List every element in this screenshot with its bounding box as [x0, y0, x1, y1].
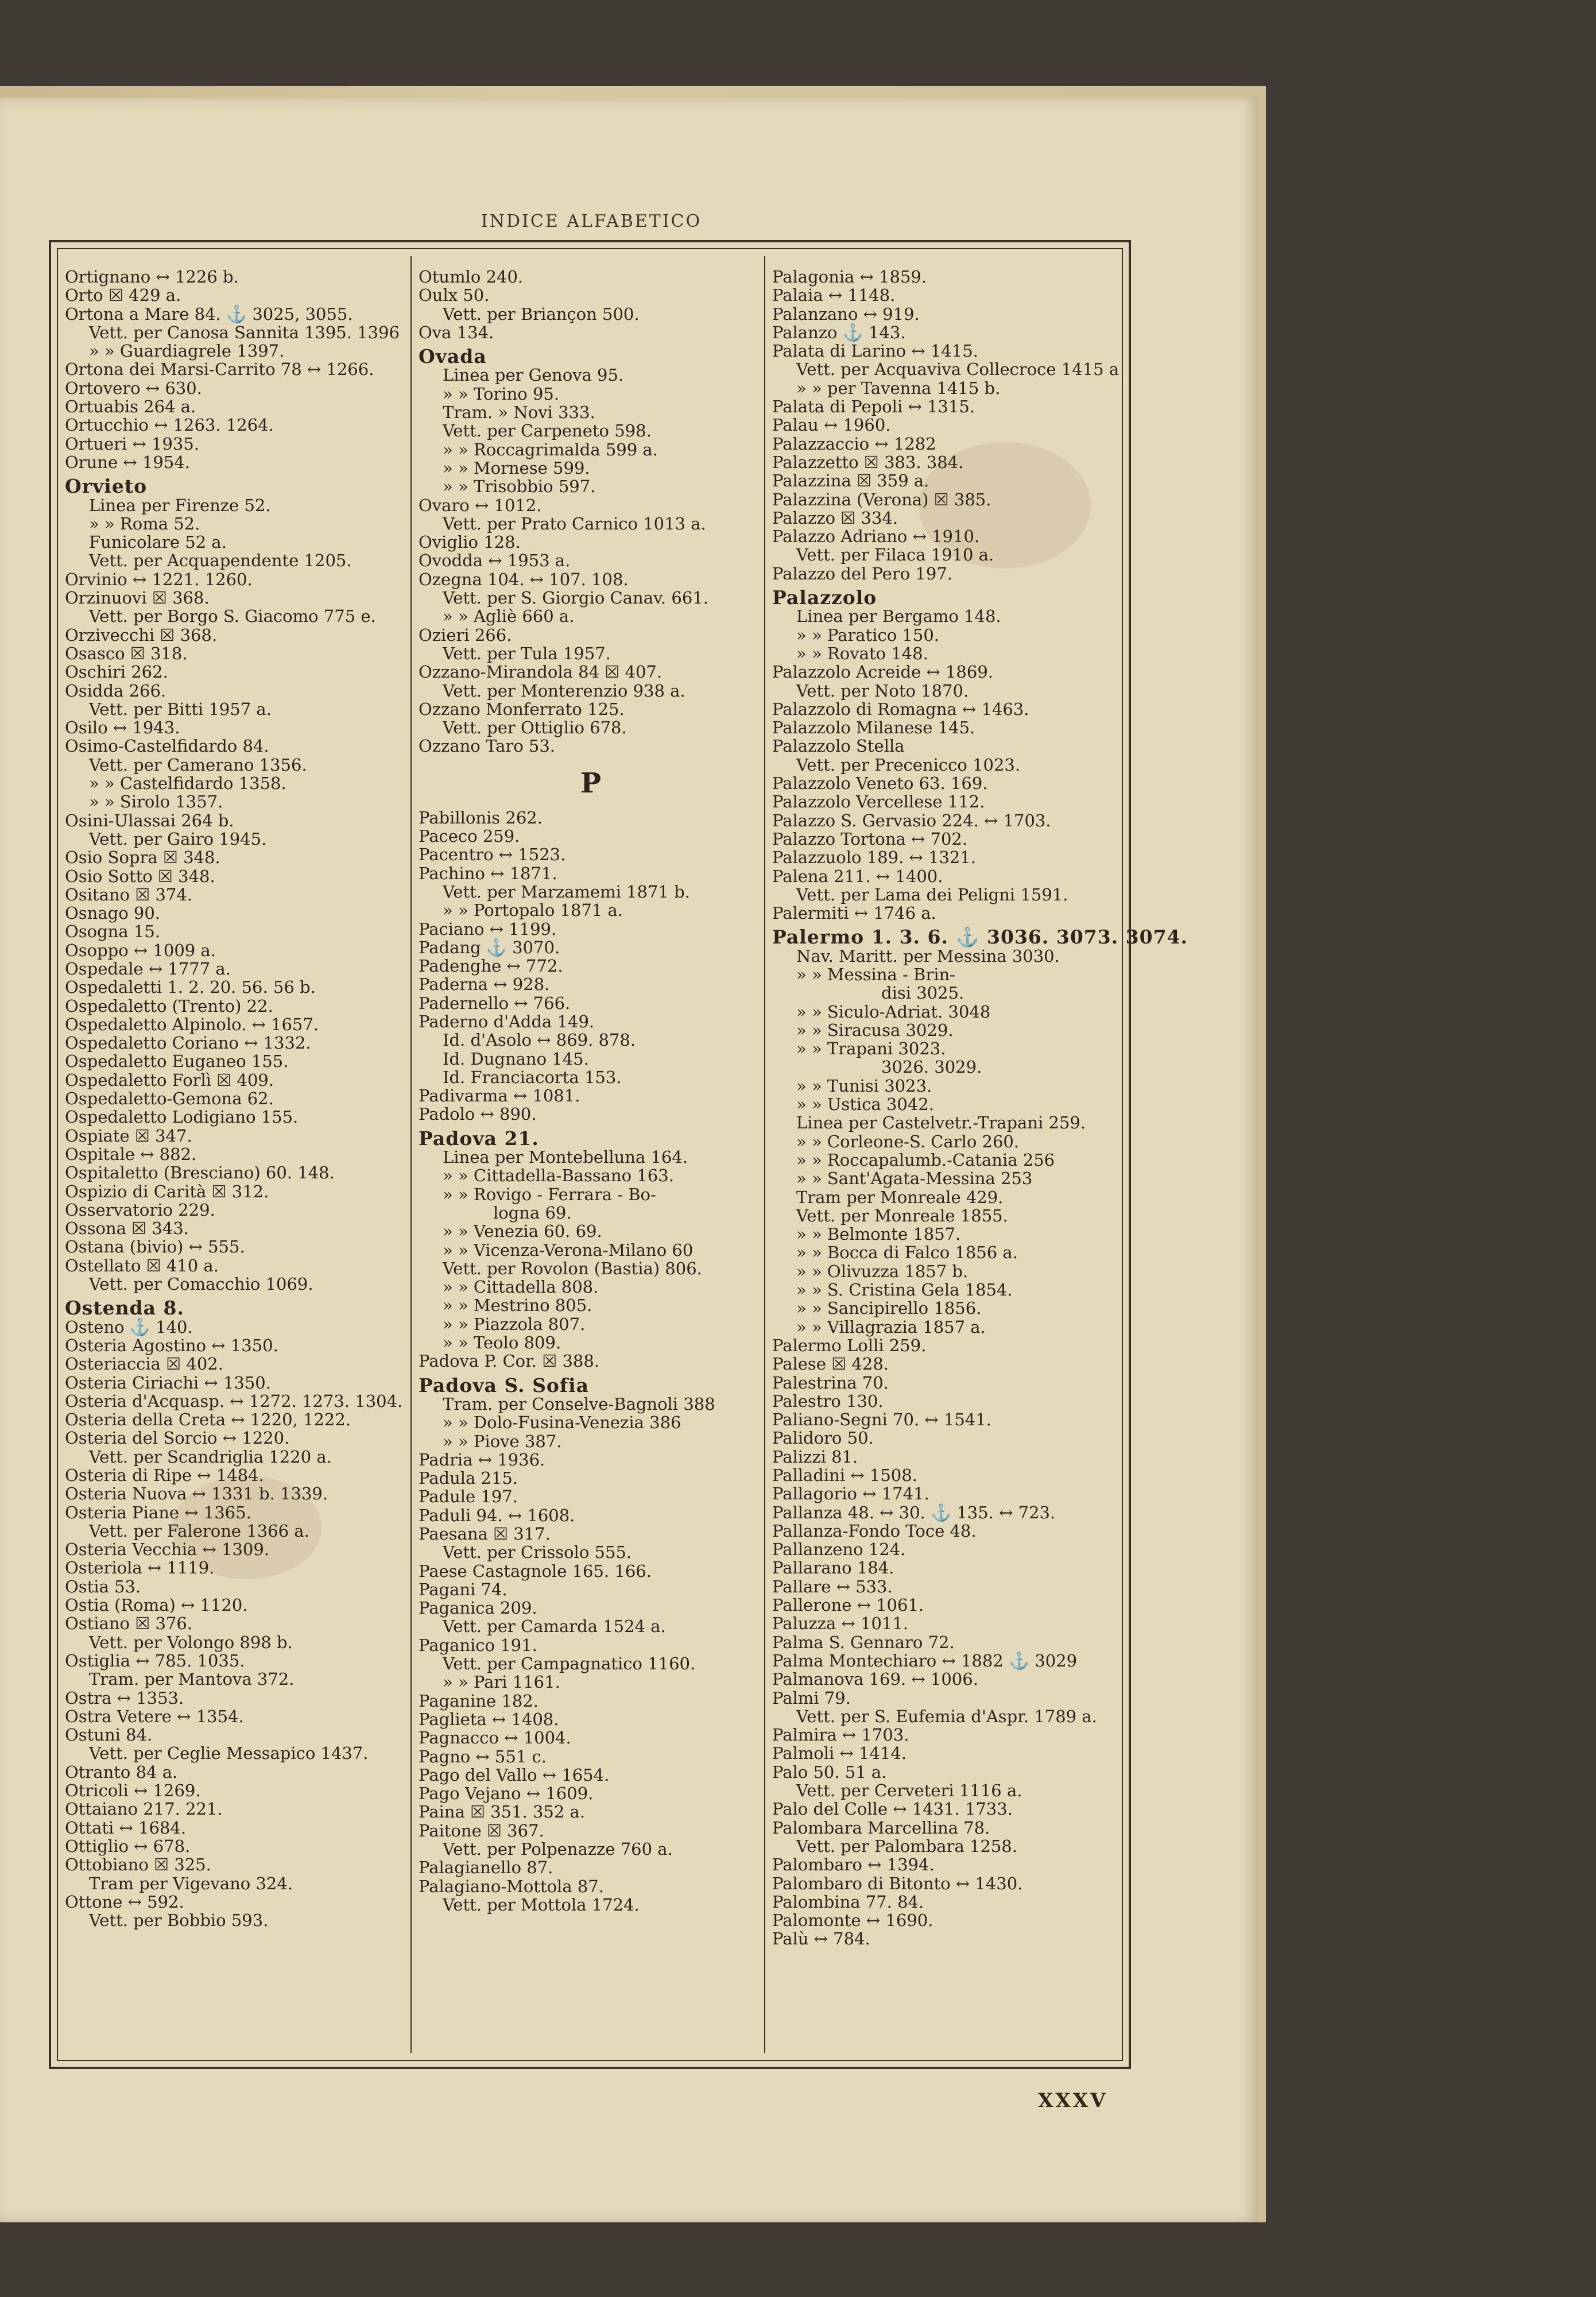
index-entry: » » Venezia 60. 69.: [443, 1221, 602, 1242]
index-entry: Vett. per Acquaviva Collecroce 1415 a: [796, 359, 1119, 380]
index-entry: Id. Franciacorta 153.: [443, 1067, 622, 1087]
index-entry: Ozieri 266.: [419, 625, 512, 645]
index-entry: » » Dolo-Fusina-Venezia 386: [443, 1413, 681, 1433]
index-entry: » » Roccapalumb.-Catania 256: [796, 1150, 1055, 1170]
index-entry: Ostia 53.: [65, 1576, 141, 1596]
index-entry: » » Piove 387.: [443, 1431, 562, 1451]
index-entry: Vett. per Campagnatico 1160.: [443, 1654, 696, 1674]
index-entry: Padang ⚓ 3070.: [419, 937, 560, 957]
index-entry: Vett. per Mottola 1724.: [443, 1894, 640, 1915]
index-entry: Ospedaletto Euganeo 155.: [65, 1051, 289, 1072]
index-entry: » » Castelfidardo 1358.: [89, 774, 286, 794]
index-entry: Otricoli ↔ 1269.: [65, 1781, 201, 1801]
index-entry: Osini-Ulassai 264 b.: [65, 810, 234, 830]
index-entry: Ostana (bivio) ↔ 555.: [65, 1237, 245, 1257]
index-entry: Ortona dei Marsi-Carrito 78 ↔ 1266.: [65, 359, 374, 380]
index-entry: Vett. per Canosa Sannita 1395. 1396: [89, 322, 400, 342]
index-entry: Palma Montechiaro ↔ 1882 ⚓ 3029: [772, 1650, 1078, 1670]
index-entry: Palanzo ⚓ 143.: [772, 322, 906, 342]
index-entry: Ospedaletto Lodigiano 155.: [65, 1107, 299, 1127]
index-entry: Nav. Maritt. per Messina 3030.: [796, 946, 1060, 966]
index-entry: Osteno ⚓ 140.: [65, 1317, 193, 1337]
index-entry: Pallanzeno 124.: [772, 1540, 906, 1560]
index-entry: Paina ☒ 351. 352 a.: [419, 1802, 586, 1822]
index-entry: Ospedaletti 1. 2. 20. 56. 56 b.: [65, 977, 316, 997]
index-entry: Padernello ↔ 766.: [419, 993, 571, 1013]
index-entry: Palermiti ↔ 1746 a.: [772, 903, 936, 923]
index-entry: Palombara Marcellina 78.: [772, 1818, 990, 1838]
index-entry: Vett. per Tula 1957.: [443, 643, 611, 663]
index-entry: Palata di Pepoli ↔ 1315.: [772, 397, 975, 417]
index-entry: Palermo Lolli 259.: [772, 1335, 927, 1355]
index-entry: Vett. per Filaca 1910 a.: [796, 545, 994, 565]
index-entry: » » Paratico 150.: [796, 625, 939, 645]
index-entry: logna 69.: [493, 1202, 572, 1223]
index-entry: Ortignano ↔ 1226 b.: [65, 267, 239, 287]
index-entry: Paluzza ↔ 1011.: [772, 1614, 909, 1634]
index-entry: » » Cittadella-Bassano 163.: [443, 1166, 674, 1186]
index-entry: Palazzolo Stella: [772, 736, 905, 756]
index-entry: Padule 197.: [419, 1487, 518, 1507]
index-entry: » » Rovato 148.: [796, 643, 928, 663]
index-entry: Vett. per Acquapendente 1205.: [89, 551, 352, 571]
index-entry: Paesana ☒ 317.: [419, 1524, 551, 1544]
index-entry: » » Vicenza-Verona-Milano 60: [443, 1240, 694, 1260]
index-entry: Palo del Colle ↔ 1431. 1733.: [772, 1799, 1013, 1819]
index-entry: Palagonia ↔ 1859.: [772, 267, 927, 287]
index-entry: » » Ustica 3042.: [796, 1095, 934, 1115]
index-entry: » » Guardiagrele 1397.: [89, 341, 285, 361]
index-entry: » » S. Cristina Gela 1854.: [796, 1280, 1013, 1300]
index-entry: Osteriaccia ☒ 402.: [65, 1354, 223, 1374]
index-entry: Ortona a Mare 84. ⚓ 3025, 3055.: [65, 304, 353, 324]
index-entry: Ottiglio ↔ 678.: [65, 1836, 191, 1856]
index-entry: Linea per Firenze 52.: [89, 495, 271, 515]
index-entry: Pago del Vallo ↔ 1654.: [419, 1765, 610, 1785]
index-entry: » » Siracusa 3029.: [796, 1020, 954, 1040]
index-entry: Palestrina 70.: [772, 1372, 889, 1393]
index-column-3: [772, 267, 1188, 1949]
index-entry: Palazzo Tortona ↔ 702.: [772, 829, 968, 849]
index-entry: Vett. per Carpeneto 598.: [443, 421, 652, 441]
index-entry: » » Torino 95.: [443, 384, 560, 404]
index-entry: Vett. per Precenicco 1023.: [796, 755, 1021, 775]
index-entry: Palombaro di Bitonto ↔ 1430.: [772, 1873, 1023, 1893]
index-entry: Paganine 182.: [419, 1691, 539, 1711]
index-entry: Osteria del Sorcio ↔ 1220.: [65, 1428, 290, 1448]
index-entry: Vett. per Cerveteri 1116 a.: [796, 1781, 1022, 1801]
index-entry: Palombaro ↔ 1394.: [772, 1855, 935, 1875]
index-entry: Ospedaletto Forlì ☒ 409.: [65, 1070, 274, 1090]
index-entry: Palazzo del Pero 197.: [772, 563, 953, 583]
index-entry: Osilo ↔ 1943.: [65, 718, 180, 738]
index-entry: Ostellato ☒ 410 a.: [65, 1255, 219, 1275]
index-entry: Vett. per Crissolo 555.: [443, 1542, 632, 1563]
index-entry: Ossona ☒ 343.: [65, 1219, 189, 1239]
index-entry: Ozegna 104. ↔ 107. 108.: [419, 569, 629, 589]
index-entry: Paganico 191.: [419, 1635, 537, 1655]
index-entry: Osimo-Castelfidardo 84.: [65, 736, 269, 756]
index-entry: Ospitale ↔ 882.: [65, 1144, 197, 1164]
index-entry: Ovodda ↔ 1953 a.: [419, 551, 571, 571]
index-entry: Palagianello 87.: [419, 1858, 553, 1878]
index-entry: Orzivecchi ☒ 368.: [65, 625, 218, 645]
index-entry: Orvinio ↔ 1221. 1260.: [65, 569, 253, 589]
index-entry: » » Trapani 3023.: [796, 1039, 946, 1059]
index-entry: Ostuni 84.: [65, 1725, 153, 1745]
index-heading: Padova S. Sofia: [419, 1374, 590, 1397]
index-heading: Orvieto: [65, 475, 148, 498]
index-entry: » » Piazzola 807.: [443, 1314, 586, 1334]
index-entry: Linea per Bergamo 148.: [796, 606, 1001, 627]
index-entry: Vett. per Briançon 500.: [443, 304, 640, 324]
index-entry: Vett. per Camarda 1524 a.: [443, 1617, 666, 1637]
index-heading: Ovada: [419, 345, 487, 368]
index-entry: Vett. per Lama dei Peligni 1591.: [796, 884, 1068, 904]
index-entry: Palomonte ↔ 1690.: [772, 1911, 933, 1931]
index-entry: Paitone ☒ 367.: [419, 1820, 544, 1840]
index-entry: » » Corleone-S. Carlo 260.: [796, 1131, 1020, 1151]
index-entry: Ostiglia ↔ 785. 1035.: [65, 1650, 245, 1670]
index-entry: » » Belmonte 1857.: [796, 1224, 961, 1244]
index-entry: Vett. per Borgo S. Giacomo 775 e.: [89, 606, 376, 627]
index-entry: disi 3025.: [881, 983, 964, 1003]
index-entry: Palazzina (Verona) ☒ 385.: [772, 489, 991, 509]
index-entry: Osio Sopra ☒ 348.: [65, 848, 220, 868]
index-entry: » » Siculo-Adriat. 3048: [796, 1001, 991, 1022]
index-entry: Osogna 15.: [65, 922, 160, 942]
index-entry: Palazzolo di Romagna ↔ 1463.: [772, 699, 1029, 719]
index-entry: Paciano ↔ 1199.: [419, 919, 557, 939]
index-entry: Vett. per Gairo 1945.: [89, 829, 267, 849]
index-entry: Orzinuovi ☒ 368.: [65, 588, 210, 608]
index-entry: Palazzolo Veneto 63. 169.: [772, 774, 988, 794]
index-entry: Paese Castagnole 165. 166.: [419, 1561, 652, 1581]
index-entry: Paliano-Segni 70. ↔ 1541.: [772, 1410, 991, 1430]
index-entry: » » Trisobbio 597.: [443, 477, 596, 497]
index-entry: Padria ↔ 1936.: [419, 1449, 545, 1470]
index-entry: Osoppo ↔ 1009 a.: [65, 940, 216, 960]
index-entry: Ottaiano 217. 221.: [65, 1799, 223, 1819]
index-entry: Palanzano ↔ 919.: [772, 304, 920, 324]
index-entry: Ospitaletto (Bresciano) 60. 148.: [65, 1163, 335, 1183]
index-entry: » » Mornese 599.: [443, 458, 590, 478]
index-entry: Osteria Nuova ↔ 1331 b. 1339.: [65, 1484, 328, 1504]
index-entry: Palazzetto ☒ 383. 384.: [772, 452, 964, 472]
index-entry: Palazzuolo 189. ↔ 1321.: [772, 848, 977, 868]
index-entry: Vett. per S. Eufemia d'Aspr. 1789 a.: [796, 1706, 1097, 1726]
section-letter: P: [580, 767, 602, 799]
index-entry: Funicolare 52 a.: [89, 532, 227, 552]
index-entry: Palma S. Gennaro 72.: [772, 1632, 955, 1652]
index-entry: Pallarano 184.: [772, 1558, 894, 1578]
index-entry: Ozzano Taro 53.: [419, 736, 556, 756]
index-entry: Vett. per Scandriglia 1220 a.: [89, 1447, 332, 1467]
index-entry: Palazzo ☒ 334.: [772, 508, 898, 528]
index-entry: Ostra ↔ 1353.: [65, 1688, 184, 1708]
index-heading: Palermo 1. 3. 6. ⚓ 3036. 3073. 3074.: [772, 926, 1188, 949]
index-entry: » » Sant'Agata-Messina 253: [796, 1169, 1033, 1189]
index-entry: Id. d'Asolo ↔ 869. 878.: [443, 1030, 636, 1050]
index-entry: Orune ↔ 1954.: [65, 452, 190, 472]
index-entry: Pachino ↔ 1871.: [419, 863, 557, 883]
index-entry: Pallagorio ↔ 1741.: [772, 1484, 929, 1504]
page-number: XXXV: [1038, 2089, 1108, 2112]
index-entry: Ospedaletto (Trento) 22.: [65, 996, 273, 1016]
index-entry: Vett. per Marzamemi 1871 b.: [443, 881, 690, 902]
index-entry: Vett. per Palombara 1258.: [796, 1836, 1017, 1856]
index-entry: Osteria della Creta ↔ 1220, 1222.: [65, 1410, 351, 1430]
index-entry: Paduli 94. ↔ 1608.: [419, 1505, 575, 1525]
index-entry: Ortovero ↔ 630.: [65, 378, 202, 398]
index-entry: Vett. per Comacchio 1069.: [89, 1274, 313, 1294]
index-entry: Paganica 209.: [419, 1598, 537, 1618]
index-entry: Ospizio di Carità ☒ 312.: [65, 1181, 269, 1201]
index-entry: » » Teolo 809.: [443, 1333, 561, 1353]
index-entry: » » Rovigo - Ferrara - Bo-: [443, 1184, 656, 1204]
index-entry: Id. Dugnano 145.: [443, 1049, 589, 1069]
index-entry: » » Roccagrimalda 599 a.: [443, 439, 658, 459]
index-entry: Osio Sotto ☒ 348.: [65, 866, 215, 886]
index-entry: Padivarma ↔ 1081.: [419, 1086, 580, 1106]
index-entry: 3026. 3029.: [881, 1057, 982, 1077]
index-entry: Vett. per Prato Carnico 1013 a.: [443, 513, 706, 533]
index-entry: Vett. per Monterenzio 938 a.: [443, 680, 685, 701]
index-entry: Ortucchio ↔ 1263. 1264.: [65, 415, 274, 435]
index-entry: Osteria Piane ↔ 1365.: [65, 1502, 251, 1522]
index-entry: Palazzolo Milanese 145.: [772, 718, 975, 738]
index-entry: » » Roma 52.: [89, 513, 200, 533]
index-entry: Pagnacco ↔ 1004.: [419, 1728, 571, 1748]
index-entry: Osteria Agostino ↔ 1350.: [65, 1335, 278, 1355]
index-entry: Paceco 259.: [419, 826, 520, 846]
index-entry: Osteria d'Acquasp. ↔ 1272. 1273. 1304.: [65, 1391, 403, 1411]
index-entry: Padula 215.: [419, 1468, 518, 1488]
index-entry: Palù ↔ 784.: [772, 1929, 870, 1949]
index-entry: Oulx 50.: [419, 285, 490, 306]
index-entry: Pabillonis 262.: [419, 807, 543, 827]
index-entry: Tram. » Novi 333.: [443, 403, 595, 423]
index-entry: » » Cittadella 808.: [443, 1277, 599, 1297]
index-entry: » » Messina - Brin-: [796, 964, 955, 984]
index-frame: [49, 240, 1188, 2069]
index-entry: Ospedale ↔ 1777 a.: [65, 958, 231, 979]
index-entry: Palaia ↔ 1148.: [772, 285, 896, 306]
index-entry: Vett. per Noto 1870.: [796, 680, 969, 701]
index-entry: Ortueri ↔ 1935.: [65, 434, 200, 454]
index-entry: Ospiate ☒ 347.: [65, 1126, 192, 1146]
index-entry: Palata di Larino ↔ 1415.: [772, 341, 978, 361]
index-entry: Osnago 90.: [65, 903, 160, 923]
index-entry: Paderna ↔ 928.: [419, 975, 550, 995]
index-entry: Oschiri 262.: [65, 662, 168, 682]
index-entry: Tram per Monreale 429.: [796, 1187, 1004, 1207]
index-entry: Palidoro 50.: [772, 1428, 874, 1448]
index-entry: Tram. per Mantova 372.: [89, 1669, 295, 1689]
index-entry: Ostia (Roma) ↔ 1120.: [65, 1595, 248, 1615]
index-entry: Ozzano Monferrato 125.: [419, 699, 625, 719]
index-entry: » » Portopalo 1871 a.: [443, 900, 623, 921]
index-entry: Pallerone ↔ 1061.: [772, 1595, 924, 1615]
index-entry: » » Mestrino 805.: [443, 1296, 592, 1316]
index-entry: Ottati ↔ 1684.: [65, 1818, 187, 1838]
index-entry: Palazzo S. Gervasio 224. ↔ 1703.: [772, 810, 1051, 830]
index-entry: Pallanza 48. ↔ 30. ⚓ 135. ↔ 723.: [772, 1502, 1056, 1522]
index-entry: Otranto 84 a.: [65, 1762, 178, 1782]
index-entry: Paglieta ↔ 1408.: [419, 1709, 559, 1729]
index-entry: » » Sancipirello 1856.: [796, 1298, 982, 1318]
index-entry: Ospedaletto-Gemona 62.: [65, 1089, 274, 1109]
index-entry: Pagani 74.: [419, 1579, 508, 1599]
index-entry: Vett. per Volongo 898 b.: [89, 1632, 293, 1652]
index-entry: Osteria Ciriachi ↔ 1350.: [65, 1372, 271, 1393]
index-entry: Ospedaletto Alpinolo. ↔ 1657.: [65, 1014, 319, 1034]
index-entry: Palladini ↔ 1508.: [772, 1465, 917, 1485]
index-entry: Padolo ↔ 890.: [419, 1104, 537, 1124]
index-entry: » » Bocca di Falco 1856 a.: [796, 1243, 1018, 1263]
index-entry: Ottobiano ☒ 325.: [65, 1855, 211, 1875]
running-head: INDICE ALFABETICO: [481, 211, 702, 231]
index-entry: Linea per Genova 95.: [443, 365, 624, 385]
index-entry: » » Olivuzza 1857 b.: [796, 1261, 969, 1281]
column-divider: [764, 256, 765, 2053]
index-entry: Palestro 130.: [772, 1391, 884, 1411]
index-entry: Pago Vejano ↔ 1609.: [419, 1784, 594, 1804]
index-entry: Orto ☒ 429 a.: [65, 285, 181, 306]
index-entry: Linea per Castelvetr.-Trapani 259.: [796, 1113, 1086, 1133]
index-entry: Pagno ↔ 551 c.: [419, 1746, 547, 1766]
index-entry: Vett. per Bitti 1957 a.: [89, 699, 272, 719]
index-entry: Palizzi 81.: [772, 1447, 858, 1467]
index-entry: Palmoli ↔ 1414.: [772, 1743, 907, 1764]
index-entry: Palazzo Adriano ↔ 1910.: [772, 527, 980, 547]
index-entry: Ova 134.: [419, 322, 494, 342]
index-entry: Tram per Vigevano 324.: [89, 1873, 293, 1893]
index-entry: Osservatorio 229.: [65, 1200, 215, 1220]
index-entry: Palazzolo Acreide ↔ 1869.: [772, 662, 994, 682]
index-entry: Osasco ☒ 318.: [65, 643, 188, 663]
index-entry: Vett. per Ceglie Messapico 1437.: [89, 1743, 369, 1764]
index-entry: Pallanza-Fondo Toce 48.: [772, 1521, 977, 1541]
index-entry: Palazzaccio ↔ 1282: [772, 434, 936, 454]
index-entry: » » Sirolo 1357.: [89, 792, 223, 812]
index-entry: » » Villagrazia 1857 a.: [796, 1317, 986, 1337]
index-entry: Pallare ↔ 533.: [772, 1576, 893, 1596]
index-entry: Osidda 266.: [65, 680, 166, 701]
index-entry: Otumlo 240.: [419, 267, 524, 287]
index-entry: Ositano ☒ 374.: [65, 884, 193, 904]
index-entry: » » Tunisi 3023.: [796, 1076, 932, 1096]
index-entry: Palagiano-Mottola 87.: [419, 1876, 604, 1896]
index-entry: Padenghe ↔ 772.: [419, 956, 563, 976]
index-entry: Ovaro ↔ 1012.: [419, 495, 542, 515]
index-entry: Tram. per Conselve-Bagnoli 388: [443, 1394, 715, 1414]
index-entry: Vett. per Camerano 1356.: [89, 755, 307, 775]
index-heading: Padova 21.: [419, 1127, 539, 1150]
index-column-1: [65, 268, 409, 1929]
index-entry: Palo 50. 51 a.: [772, 1762, 887, 1782]
index-entry: Ostiano ☒ 376.: [65, 1614, 193, 1634]
index-entry: Palmanova 169. ↔ 1006.: [772, 1669, 978, 1689]
index-entry: Palmi 79.: [772, 1688, 851, 1708]
index-entry: Ospedaletto Coriano ↔ 1332.: [65, 1033, 311, 1053]
index-entry: Padova P. Cor. ☒ 388.: [419, 1351, 600, 1371]
index-entry: Vett. per Falerone 1366 a.: [89, 1521, 309, 1541]
index-column-2: [419, 268, 763, 1914]
index-entry: Linea per Montebelluna 164.: [443, 1147, 688, 1167]
index-entry: Palese ☒ 428.: [772, 1354, 889, 1374]
index-entry: Vett. per Bobbio 593.: [89, 1911, 269, 1931]
index-entry: Ozzano-Mirandola 84 ☒ 407.: [419, 662, 663, 682]
index-heading: Palazzolo: [772, 586, 877, 609]
index-entry: Palmira ↔ 1703.: [772, 1725, 909, 1745]
index-entry: Palombina 77. 84.: [772, 1892, 924, 1912]
index-entry: Ortuabis 264 a.: [65, 397, 196, 417]
index-entry: Vett. per Rovolon (Bastia) 806.: [443, 1258, 702, 1278]
index-entry: Vett. per Polpenazze 760 a.: [443, 1839, 673, 1859]
index-heading: Ostenda 8.: [65, 1297, 184, 1320]
index-entry: Palau ↔ 1960.: [772, 415, 891, 435]
index-entry: » » Pari 1161.: [443, 1672, 560, 1692]
column-divider: [410, 256, 412, 2053]
index-entry: Vett. per Ottiglio 678.: [443, 718, 627, 738]
index-entry: Vett. per Monreale 1855.: [796, 1205, 1008, 1225]
index-entry: Paderno d'Adda 149.: [419, 1011, 595, 1031]
index-entry: Palazzina ☒ 359 a.: [772, 471, 929, 491]
index-entry: » » per Tavenna 1415 b.: [796, 378, 1001, 398]
index-entry: Osteria di Ripe ↔ 1484.: [65, 1465, 264, 1485]
index-entry: Osteriola ↔ 1119.: [65, 1558, 215, 1578]
index-entry: Palena 211. ↔ 1400.: [772, 866, 943, 886]
index-entry: Oviglio 128.: [419, 532, 521, 552]
index-entry: Palazzolo Vercellese 112.: [772, 792, 985, 812]
index-entry: » » Agliè 660 a.: [443, 606, 575, 627]
index-entry: Ostra Vetere ↔ 1354.: [65, 1706, 244, 1726]
index-entry: Ottone ↔ 592.: [65, 1892, 184, 1912]
index-entry: Pacentro ↔ 1523.: [419, 845, 566, 865]
index-entry: Vett. per S. Giorgio Canav. 661.: [443, 588, 708, 608]
index-entry: Osteria Vecchia ↔ 1309.: [65, 1540, 270, 1560]
